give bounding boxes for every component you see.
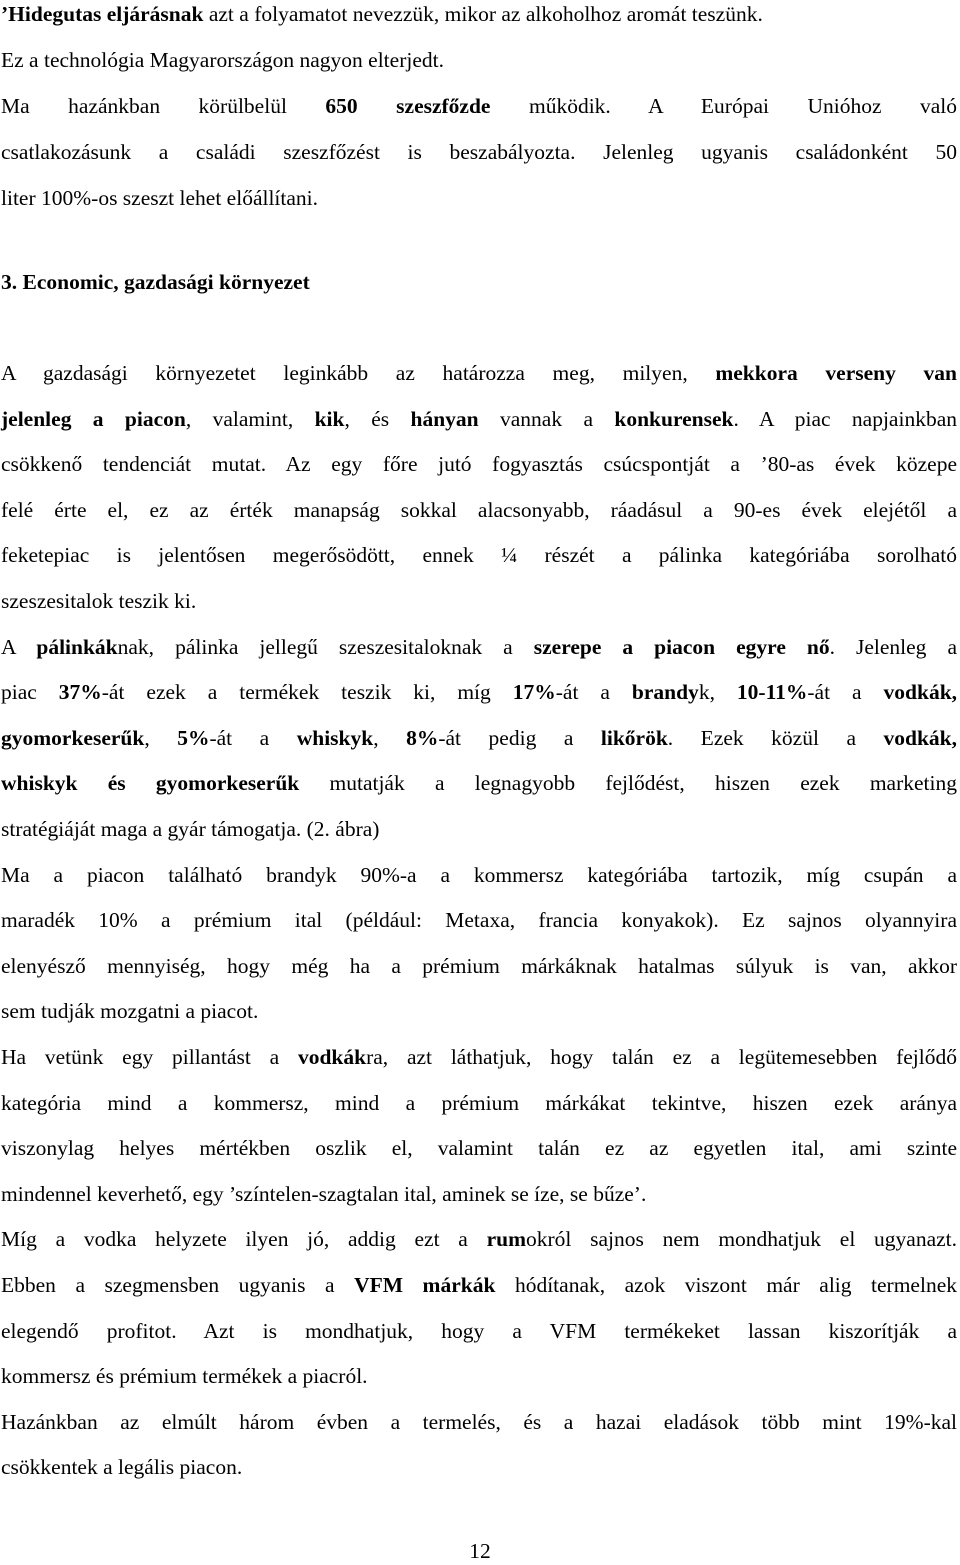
text: ,: [373, 725, 407, 750]
text: vannak a: [478, 406, 615, 431]
text: , valamint,: [185, 406, 315, 431]
bold-text: ’Hidegutas eljárásnak: [1, 2, 204, 26]
text: -át ezek a termékek teszik ki, míg: [101, 680, 513, 705]
text-line: [1, 1225, 957, 1253]
text-line: [1, 724, 957, 752]
text: -át pedig a: [438, 725, 601, 750]
bold-text: 37%: [58, 680, 102, 705]
bold-text: brandy: [631, 680, 699, 705]
text: -át a: [807, 680, 884, 705]
text-line: [1, 906, 957, 934]
text-line: [1, 1317, 957, 1345]
bold-text: hányan: [410, 406, 479, 431]
text: . Ezek közül a: [667, 725, 884, 750]
bold-text: 650 szeszfőzde: [325, 94, 491, 118]
text: elenyésző mennyiség, hogy még ha a prémium márkáknak hatalmas súlyuk is van, akkor: [1, 953, 957, 978]
text: A gazdasági környezetet leginkább az határozza meg, milyen,: [1, 361, 716, 385]
text: csatlakozásunk a családi szeszfőzést is beszabályozta. Jelenleg ugyanis családonként 50: [1, 140, 957, 164]
bold-text: vodkák: [297, 1045, 367, 1069]
bold-text: 10-11%: [736, 680, 808, 705]
text: kommersz és prémium termékek a piacról.: [1, 1364, 368, 1389]
text: stratégiáját maga a gyár támogatja. (2. ábra): [1, 817, 380, 841]
text: k,: [698, 680, 737, 705]
text-line: [1, 541, 957, 569]
text: -át a: [555, 680, 632, 705]
text: . A piac napjainkban: [733, 406, 957, 431]
text: azt a folyamatot nevezzük, mikor az alkoholhoz aromát teszünk.: [203, 2, 763, 26]
text: mindennel keverhető, egy ’színtelen-szagtalan ital, aminek se íze, se bűze’.: [1, 1181, 647, 1206]
text-line: [1, 1271, 957, 1299]
text: csökkenő tendenciát mutat. Az egy főre jutó fogyasztás csúcspontját a ’80-as évek közepe: [1, 452, 957, 477]
text-line: [1, 1453, 957, 1481]
text: viszonylag helyes mértékben oszlik el, valamint talán ez az egyetlen ital, ami szinte: [1, 1136, 957, 1161]
text-line: [1, 46, 957, 74]
text: maradék 10% a prémium ital (például: Metaxa, francia konyakok). Ez sajnos olyannyira: [1, 908, 957, 933]
text-line: [1, 450, 957, 478]
text: Ma hazánkban körülbelül: [1, 94, 326, 118]
bold-text: jelenleg a piacon: [1, 406, 186, 431]
text: nak, pálinka jellegű szeszesitaloknak a: [117, 634, 534, 659]
bold-text: whiskyk és gyomorkeserűk: [1, 771, 300, 796]
text-line: [1, 1134, 957, 1162]
text: szeszesitalok teszik ki.: [1, 589, 197, 613]
text: -át a: [209, 725, 297, 750]
text: elegendő profitot. Azt is mondhatjuk, hogy a VFM termékeket lassan kiszorítják a: [1, 1318, 957, 1343]
bold-text: 5%: [177, 725, 210, 750]
text: sem tudják mozgatni a piacot.: [1, 999, 259, 1024]
text-line: [1, 184, 957, 212]
bold-text: vodkák,: [883, 725, 958, 750]
bold-text: rum: [486, 1227, 526, 1252]
text: Ha vetünk egy pillantást a: [1, 1045, 298, 1069]
text: hódítanak, azok viszont már alig termelnek: [495, 1273, 957, 1297]
text: Ma a piacon található brandyk 90%-a a kommersz kategóriába tartozik, míg csupán a: [1, 862, 957, 887]
text-line: [1, 633, 957, 661]
bold-text: vodkák,: [883, 680, 958, 705]
text: , és: [344, 406, 411, 431]
text-line: [1, 1089, 957, 1117]
text: feketepiac is jelentősen megerősödött, ennek ¼ részét a pálinka kategóriába sorolható: [1, 543, 957, 568]
bold-text: konkurensek: [614, 406, 734, 431]
bold-text: szerepe a piacon egyre nő: [533, 634, 830, 659]
bold-text: whiskyk: [296, 725, 374, 750]
text-line: [1, 1362, 957, 1390]
text: felé érte el, ez az érték manapság sokkal alacsonyabb, ráadásul a 90-es évek elejétől a: [1, 497, 957, 522]
text: okról sajnos nem mondhatjuk el ugyanazt.: [526, 1227, 958, 1252]
text: Hazánkban az elmúlt három évben a termelés, és a hazai eladások több mint 19%-kal: [1, 1409, 957, 1434]
text: Míg a vodka helyzete ilyen jó, addig ezt a: [1, 1227, 487, 1252]
text: mutatják a legnagyobb fejlődést, hiszen ezek marketing: [299, 771, 957, 796]
bold-text: pálinkák: [36, 634, 118, 659]
bold-text: 17%: [512, 680, 556, 705]
text: ra, azt láthatjuk, hogy talán ez a legütemesebben fejlődő: [366, 1045, 957, 1069]
text: kategória mind a kommersz, mind a prémium márkákat tekintve, hiszen ezek aránya: [1, 1090, 957, 1115]
text-line: [1, 1180, 957, 1208]
bold-text: 8%: [406, 725, 439, 750]
page-number: 12: [469, 1539, 491, 1563]
text-line: [1, 496, 957, 524]
text-line: [1, 1043, 957, 1071]
text-line: [1, 678, 957, 706]
bold-text: kik: [314, 406, 345, 431]
text: A: [1, 634, 37, 659]
bold-text: VFM márkák: [354, 1273, 496, 1297]
text-line: [1, 997, 957, 1025]
text-line: [1, 0, 957, 28]
text: Ebben a szegmensben ugyanis a: [1, 1273, 355, 1297]
text-line: [1, 92, 957, 120]
text: piac: [1, 680, 59, 705]
text-line: [1, 359, 957, 387]
text: . Jelenleg a: [829, 634, 957, 659]
text: Ez a technológia Magyarországon nagyon elterjedt.: [1, 48, 444, 72]
section-heading: 3. Economic, gazdasági környezet: [1, 270, 310, 294]
text: működik. A Európai Unióhoz való: [490, 94, 958, 118]
text-line: [1, 405, 957, 433]
text-line: [1, 861, 957, 889]
text: liter 100%-os szeszt lehet előállítani.: [1, 186, 319, 210]
text-line: [1, 769, 957, 797]
text-line: [1, 952, 957, 980]
text-line: [1, 1408, 957, 1436]
bold-text: likőrök: [600, 725, 668, 750]
text-line: [1, 587, 957, 615]
text: ,: [144, 725, 178, 750]
text: csökkentek a legális piacon.: [1, 1455, 243, 1480]
text-line: [1, 815, 957, 843]
bold-text: gyomorkeserűk: [1, 725, 145, 750]
bold-text: mekkora verseny van: [715, 361, 957, 385]
text-line: [1, 138, 957, 166]
